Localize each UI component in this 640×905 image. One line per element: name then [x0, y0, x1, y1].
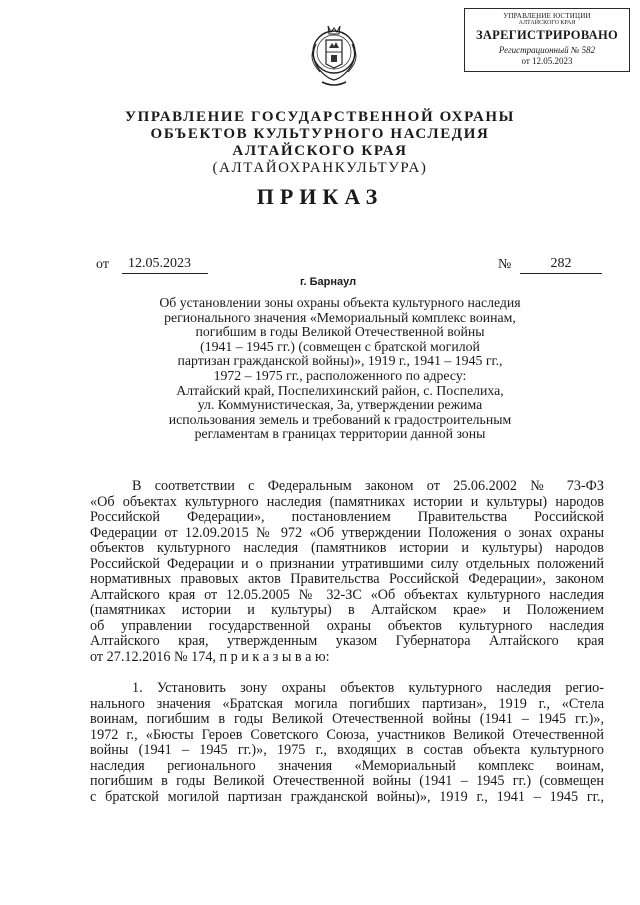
- subject-line: Об установлении зоны охраны объекта культурного наследия: [159, 295, 521, 310]
- preamble-line: (памятниках истории и культуры) в Алтайском крае» и Положением: [90, 602, 604, 619]
- preamble-line: Алтайского края, утвержденным указом Губернатора Алтайского края: [90, 633, 604, 650]
- stamp-status: ЗАРЕГИСТРИРОВАНО: [475, 28, 619, 42]
- subject-line: погибшим в годы Великой Отечественной войны: [195, 324, 485, 340]
- preamble-line: Российской Федерации и о признании утратившими силу отдельных положений: [90, 555, 604, 572]
- subject-line: 1972 – 1975 гг., расположенного по адресу:: [213, 367, 467, 383]
- stamp-reg-number: Регистрационный № 582: [498, 44, 596, 55]
- preamble-line: «Об объектах культурного наследия (памятниках истории и культуры) народов: [90, 493, 604, 510]
- preamble-line: В соответствии с Федеральным законом от 25.06.2002 № 73-ФЗ: [132, 478, 604, 494]
- document-subject: [120, 296, 560, 442]
- coat-of-arms-emblem: [304, 22, 364, 90]
- subject-line: регламентам в границах территории данной зоны: [194, 426, 486, 442]
- preamble-paragraph: [90, 479, 604, 666]
- subject-line: Алтайский край, Поспелихинский район, с. Поспелиха,: [176, 382, 504, 398]
- organization-name-line3: АЛТАЙСКОГО КРАЯ: [232, 143, 408, 159]
- preamble-line: от 27.12.2016 № 174, п р и к а з ы в а ю:: [90, 649, 330, 666]
- item-1-line: войны (1941 – 1945 гг.)», 1975 г., входящих в состав объекта культурного: [90, 742, 604, 759]
- preamble-line: об управлении государственной охраны объектов культурного наследия: [90, 617, 604, 634]
- item-1-line: наследия регионального значения «Мемориальный комплекс воинам,: [90, 757, 604, 774]
- item-1-line: с братской могилой партизан гражданской войны)», 1919 г., 1941 – 1945 гг.,: [90, 788, 604, 805]
- date-label: от: [96, 257, 109, 272]
- stamp-authority: УПРАВЛЕНИЕ ЮСТИЦИИ: [503, 12, 591, 20]
- organization-short-name: (АЛТАЙОХРАНКУЛЬТУРА): [212, 160, 428, 176]
- subject-line: (1941 – 1945 гг.) (совмещен с братской могилой: [200, 338, 480, 354]
- preamble-line: объектов культурного наследия (памятников истории и культуры) народов: [90, 540, 604, 557]
- item-1-line: погибшим в годы Великой Отечественной войны (1941 – 1945 гг.) (совмещен: [90, 773, 604, 790]
- document-date: 12.05.2023: [122, 256, 208, 274]
- subject-line: использования земель и требований к градостроительным: [168, 411, 512, 427]
- item-1-line: воинам, погибшим в годы Великой Отечественной войны (1941 – 1945 гг.)»,: [90, 711, 604, 728]
- document-number: 282: [520, 256, 602, 274]
- subject-line: ул. Коммунистическая, 3а, утверждении режима: [197, 397, 483, 413]
- preamble-line: Федерации от 12.09.2015 № 972 «Об утверждении Положения о зонах охраны: [90, 524, 604, 541]
- preamble-line: Алтайского края от 12.05.2005 № 32-ЗС «Об объектах культурного наследия: [90, 586, 604, 603]
- city: г. Барнаул: [300, 276, 357, 288]
- organization-name-line1: УПРАВЛЕНИЕ ГОСУДАРСТВЕННОЙ ОХРАНЫ: [125, 109, 515, 125]
- item-1-line: нального значения «Братская могила погибших партизан», 1919 г., «Стела: [90, 695, 604, 712]
- registration-stamp: [464, 8, 630, 72]
- organization-name-line2: ОБЪЕКТОВ КУЛЬТУРНОГО НАСЛЕДИЯ: [150, 126, 490, 142]
- subject-line: регионального значения «Мемориальный комплекс воинам,: [164, 309, 516, 325]
- preamble-line: Российской Федерации», постановлением Правительства Российской: [90, 509, 604, 526]
- stamp-region: АЛТАЙСКОГО КРАЯ: [518, 20, 576, 26]
- subject-line: партизан гражданской войны)», 1919 г., 1941 – 1945 гг.,: [177, 353, 503, 369]
- preamble-line: нормативных правовых актов Правительства Российской Федерации», законом: [90, 571, 604, 588]
- item-1-paragraph: [90, 681, 604, 805]
- item-1-line: 1972 г., «Бюсты Героев Советского Союза, участников Великой Отечественной: [90, 726, 604, 743]
- number-label: №: [498, 257, 512, 272]
- document-type-title: ПРИКАЗ: [256, 184, 384, 209]
- item-1-line: 1. Установить зону охраны объектов культурного наследия регио-: [132, 680, 604, 696]
- stamp-reg-date: от 12.05.2023: [521, 55, 573, 66]
